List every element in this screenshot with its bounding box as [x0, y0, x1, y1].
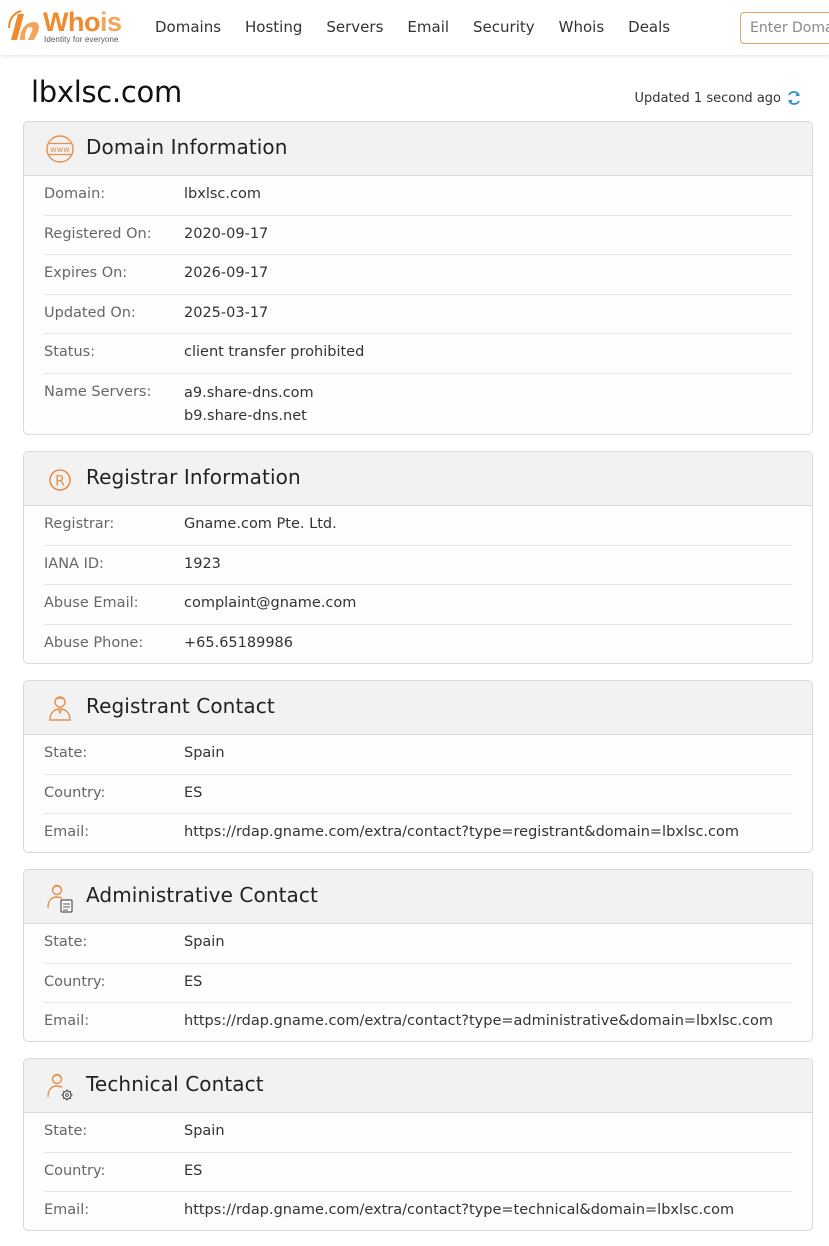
info-row [44, 625, 792, 665]
administrative-contact-card [23, 869, 813, 1042]
row-label: Updated On: [44, 304, 136, 321]
top-navigation-bar [0, 0, 829, 55]
row-label: State: [44, 1123, 88, 1139]
whois-logo[interactable] [7, 7, 132, 46]
row-label: Country: [44, 1162, 106, 1179]
row-label: Country: [44, 784, 106, 801]
row-label: Email: [44, 1202, 90, 1218]
updated-status [634, 90, 802, 106]
row-label: Registrar: [44, 516, 115, 532]
refresh-icon[interactable] [786, 90, 802, 106]
nav-security[interactable]: Security [473, 18, 535, 36]
card-header [24, 870, 812, 924]
logo-mark-icon [7, 10, 41, 44]
row-label: State: [44, 745, 88, 761]
registered-icon [44, 463, 76, 495]
row-value: https://rdap.gname.com/extra/contact?type=administrative&domain=lbxlsc.com [184, 1013, 774, 1029]
card-title: Domain Information [86, 135, 288, 159]
row-label: Registered On: [44, 225, 152, 242]
row-label: Domain: [44, 186, 106, 202]
card-body [24, 506, 812, 664]
card-body [24, 176, 812, 435]
info-row [44, 735, 792, 775]
card-body [24, 735, 812, 853]
card-title: Registrant Contact [86, 694, 275, 718]
name-servers-list [184, 374, 314, 436]
nav-servers[interactable]: Servers [326, 18, 384, 36]
card-body [24, 1113, 812, 1231]
row-label: State: [44, 934, 88, 950]
row-value: ES [184, 1162, 203, 1179]
info-row [44, 1153, 792, 1193]
nav-whois[interactable]: Whois [558, 18, 605, 36]
row-label: Email: [44, 1013, 90, 1029]
row-value: https://rdap.gname.com/extra/contact?type=technical&domain=lbxlsc.com [184, 1202, 735, 1218]
row-value: 2026-09-17 [184, 265, 269, 281]
updated-text: Updated 1 second ago [634, 90, 781, 106]
info-row [44, 255, 792, 295]
row-label: IANA ID: [44, 555, 104, 572]
info-row [44, 546, 792, 586]
info-row [44, 374, 792, 436]
svg-text:www: www [50, 145, 70, 154]
row-label: Expires On: [44, 265, 128, 281]
row-value: https://rdap.gname.com/extra/contact?type=registrant&domain=lbxlsc.com [184, 824, 740, 840]
row-value: Gname.com Pte. Ltd. [184, 516, 337, 532]
info-row [44, 216, 792, 256]
logo-wordmark: Whois [43, 7, 122, 37]
row-value: lbxlsc.com [184, 186, 261, 202]
row-value: Spain [184, 934, 225, 950]
info-row [44, 775, 792, 815]
registrar-information-card [23, 451, 813, 664]
card-header [24, 452, 812, 506]
row-label: Status: [44, 344, 96, 360]
row-value: client transfer prohibited [184, 344, 365, 360]
row-value: complaint@gname.com [184, 595, 357, 611]
row-label: Abuse Email: [44, 595, 139, 611]
row-label: Country: [44, 973, 106, 990]
card-title: Technical Contact [86, 1072, 264, 1096]
info-row [44, 1113, 792, 1153]
nav-email[interactable]: Email [407, 18, 450, 36]
info-row [44, 176, 792, 216]
person-icon [44, 692, 76, 724]
name-server: b9.share-dns.net [184, 407, 307, 424]
card-header [24, 681, 812, 735]
name-server: a9.share-dns.com [184, 384, 314, 401]
row-value: 2020-09-17 [184, 225, 269, 242]
row-label: Abuse Phone: [44, 634, 144, 651]
row-value: 2025-03-17 [184, 304, 269, 321]
domain-search-input[interactable] [740, 12, 829, 44]
info-row [44, 506, 792, 546]
info-row [44, 295, 792, 335]
info-row [44, 334, 792, 374]
person-gear-icon [44, 1070, 76, 1102]
info-row [44, 924, 792, 964]
card-header [24, 122, 812, 176]
nav-deals[interactable]: Deals [628, 18, 671, 36]
row-label: Name Servers: [44, 383, 152, 400]
nav-hosting[interactable]: Hosting [245, 18, 303, 36]
row-value: Spain [184, 1123, 225, 1139]
row-value: +65.65189986 [184, 634, 294, 651]
row-value: Spain [184, 745, 225, 761]
registrant-contact-card [23, 680, 813, 853]
technical-contact-card [23, 1058, 813, 1231]
svg-text:R: R [55, 473, 65, 490]
person-clipboard-icon [44, 881, 76, 913]
card-body [24, 924, 812, 1042]
main-nav [155, 17, 694, 37]
card-title: Administrative Contact [86, 883, 318, 907]
card-title: Registrar Information [86, 465, 301, 489]
www-icon [44, 133, 76, 165]
card-header [24, 1059, 812, 1113]
logo-tagline: Identity for everyone [44, 35, 119, 44]
info-row [44, 814, 792, 853]
domain-information-card [23, 121, 813, 435]
row-value: ES [184, 973, 203, 990]
nav-domains[interactable]: Domains [155, 18, 222, 36]
row-label: Email: [44, 824, 90, 840]
row-value: ES [184, 784, 203, 801]
info-row [44, 1192, 792, 1231]
row-value: 1923 [184, 555, 221, 572]
info-row [44, 1003, 792, 1042]
page-title: lbxlsc.com [31, 75, 182, 109]
info-row [44, 964, 792, 1004]
info-row [44, 585, 792, 625]
